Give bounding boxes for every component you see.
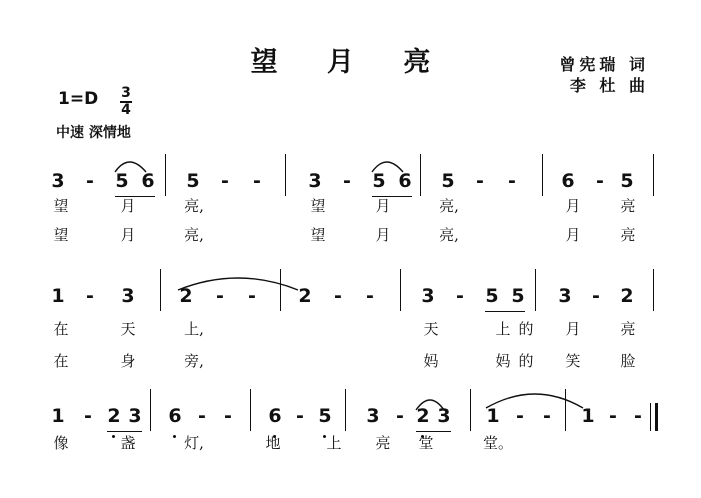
note: 1: [51, 285, 65, 307]
note: -: [198, 405, 206, 427]
lyric-syllable: 月: [375, 226, 391, 244]
note: 2: [179, 285, 193, 307]
lyric-syllable: 盏: [120, 434, 136, 452]
lyric-syllable: 在: [53, 352, 69, 370]
note: -: [508, 170, 516, 192]
note: 5: [318, 405, 332, 427]
note: -: [86, 170, 94, 192]
note: 6: [141, 170, 155, 192]
note: 5: [186, 170, 200, 192]
note: -: [366, 285, 374, 307]
note: 5: [485, 285, 499, 307]
slur: [115, 162, 146, 172]
note: 3: [421, 285, 435, 307]
note: -: [334, 285, 342, 307]
lyric-syllable: 亮,: [184, 226, 204, 244]
composer-credit: 李 杜 曲: [569, 76, 649, 95]
lyric-syllable: 月: [565, 226, 581, 244]
note: -: [84, 405, 92, 427]
note: -: [216, 285, 224, 307]
lyric-syllable: 月: [120, 226, 136, 244]
lyric-syllable: 像: [53, 434, 69, 452]
lyric-syllable: 身: [120, 352, 136, 370]
lyric-syllable: 的: [518, 352, 534, 370]
note: 3: [128, 405, 142, 427]
lyric-syllable: 月: [120, 197, 136, 215]
lyric-syllable: 上: [326, 434, 342, 452]
note: 3: [121, 285, 135, 307]
note: -: [253, 170, 261, 192]
note: 2: [298, 285, 312, 307]
lyric-syllable: 亮,: [184, 197, 204, 215]
note: 6: [268, 405, 282, 427]
note: 1: [486, 405, 500, 427]
note: -: [396, 405, 404, 427]
note: 6: [561, 170, 575, 192]
note: -: [343, 170, 351, 192]
tie: [486, 394, 583, 408]
note: -: [516, 405, 524, 427]
lyric-syllable: 亮: [620, 226, 636, 244]
note: 5: [620, 170, 634, 192]
tempo-marking: 中速 深情地: [56, 125, 131, 141]
note: -: [86, 285, 94, 307]
slur: [372, 162, 403, 172]
note: 1: [581, 405, 595, 427]
lyric-syllable: 旁,: [184, 352, 204, 370]
lyric-syllable: 在: [53, 320, 69, 338]
lyric-syllable: 的: [518, 320, 534, 338]
lyric-syllable: 亮: [620, 197, 636, 215]
lyric-syllable: 亮: [375, 434, 391, 452]
note: 3: [437, 405, 451, 427]
note: -: [476, 170, 484, 192]
note: -: [456, 285, 464, 307]
lyric-syllable: 亮: [620, 320, 636, 338]
lyric-syllable: 天: [423, 320, 439, 338]
lyric-syllable: 亮,: [439, 226, 459, 244]
note: 2: [107, 405, 121, 427]
note: 3: [558, 285, 572, 307]
lyric-syllable: 望: [53, 226, 69, 244]
lyric-syllable: 妈: [423, 352, 439, 370]
note: 5: [441, 170, 455, 192]
lyric-syllable: 上,: [184, 320, 204, 338]
lyric-syllable: 堂: [418, 434, 434, 452]
lyric-syllable: 月: [565, 197, 581, 215]
lyric-syllable: 望: [310, 226, 326, 244]
lyric-syllable: 望: [310, 197, 326, 215]
note: -: [248, 285, 256, 307]
lyricist-credit: 曾宪瑞 词: [559, 55, 649, 74]
note: -: [221, 170, 229, 192]
note: -: [596, 170, 604, 192]
note: 3: [308, 170, 322, 192]
lyric-syllable: 笑: [565, 352, 581, 370]
lyric-syllable: 堂。: [483, 434, 514, 452]
note: 3: [51, 170, 65, 192]
time-signature-top: 3: [121, 85, 131, 101]
note: -: [592, 285, 600, 307]
lyric-syllable: 月: [375, 197, 391, 215]
lyric-syllable: 妈: [495, 352, 511, 370]
note: 5: [372, 170, 386, 192]
note: 2: [416, 405, 430, 427]
lyric-syllable: 天: [120, 320, 136, 338]
tie: [178, 278, 298, 290]
time-signature-bottom: 4: [121, 102, 131, 118]
lyric-syllable: 月: [565, 320, 581, 338]
note: -: [296, 405, 304, 427]
note: 1: [51, 405, 65, 427]
lyric-syllable: 灯,: [184, 434, 204, 452]
note: 5: [115, 170, 129, 192]
lyric-syllable: 脸: [620, 352, 636, 370]
note: -: [224, 405, 232, 427]
note: -: [609, 405, 617, 427]
note: 6: [398, 170, 412, 192]
lyric-syllable: 上: [495, 320, 511, 338]
note: -: [543, 405, 551, 427]
note: -: [634, 405, 642, 427]
slur: [416, 400, 444, 410]
note: 6: [168, 405, 182, 427]
lyric-syllable: 亮,: [439, 197, 459, 215]
note: 3: [366, 405, 380, 427]
lyric-syllable: 地: [265, 434, 281, 452]
note: 5: [511, 285, 525, 307]
key-signature: 1=D: [58, 89, 99, 109]
song-title: 望 月 亮: [250, 47, 451, 78]
note: 2: [620, 285, 634, 307]
lyric-syllable: 望: [53, 197, 69, 215]
